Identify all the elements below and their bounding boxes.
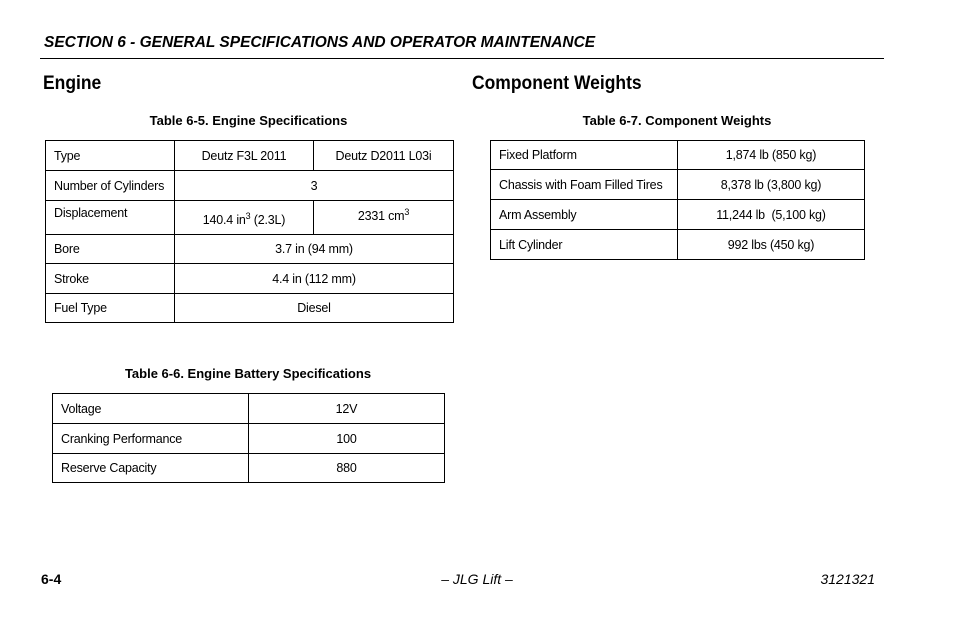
header-rule (40, 58, 884, 59)
cell-value: 3 (175, 171, 454, 201)
component-weights-heading: Component Weights (472, 73, 642, 94)
engine-spec-table (45, 140, 454, 323)
displacement-in: 140.4 in (202, 213, 246, 228)
row-label: Voltage (53, 394, 249, 424)
table-row (53, 394, 445, 424)
superscript: 3 (245, 211, 251, 222)
table-row (46, 201, 454, 235)
cell-value: 11,244 lb (5,100 kg) (678, 200, 865, 230)
table-row (46, 264, 454, 294)
row-label: Fuel Type (46, 294, 175, 323)
section-title: SECTION 6 - GENERAL SPECIFICATIONS AND OPERATOR MAINTENANCE (44, 34, 596, 51)
engine-heading: Engine (43, 73, 102, 94)
displacement-l: (2.3L) (250, 213, 286, 228)
displacement-cm: 2331 cm (357, 209, 405, 224)
row-label: Number of Cylinders (46, 171, 175, 201)
component-weights-table (490, 140, 865, 260)
battery-table (52, 393, 445, 483)
row-label: Chassis with Foam Filled Tires (491, 170, 678, 200)
row-label: Arm Assembly (491, 200, 678, 230)
cell-value: 1,874 lb (850 kg) (678, 141, 865, 170)
row-label: Stroke (46, 264, 175, 294)
row-label: Fixed Platform (491, 141, 678, 170)
table-row (53, 454, 445, 483)
row-label: Type (46, 141, 175, 171)
table-row (491, 200, 865, 230)
footer-center: – JLG Lift – (441, 571, 513, 587)
cell-value: 880 (249, 454, 445, 483)
table-row (46, 235, 454, 264)
cell-value: Deutz D2011 L03i (314, 141, 454, 171)
cell-value: Deutz F3L 2011 (175, 141, 314, 171)
superscript: 3 (404, 207, 410, 218)
table-row (46, 171, 454, 201)
cell-value: 3.7 in (94 mm) (175, 235, 454, 264)
row-label: Cranking Performance (53, 424, 249, 454)
cell-value (314, 201, 454, 235)
table-row (491, 230, 865, 260)
row-label: Lift Cylinder (491, 230, 678, 260)
cell-value (175, 201, 314, 235)
row-label: Displacement (46, 201, 175, 235)
cell-value: 4.4 in (112 mm) (175, 264, 454, 294)
row-label: Bore (46, 235, 175, 264)
row-label: Reserve Capacity (53, 454, 249, 483)
cell-value: 992 lbs (450 kg) (678, 230, 865, 260)
cell-value: 12V (249, 394, 445, 424)
component-weights-caption: Table 6-7. Component Weights (582, 113, 772, 128)
table-row (46, 294, 454, 323)
battery-caption: Table 6-6. Engine Battery Specifications (124, 366, 372, 381)
table-row (491, 170, 865, 200)
table-row (53, 424, 445, 454)
page-number: 6-4 (41, 571, 62, 587)
table-row (491, 141, 865, 170)
engine-spec-caption: Table 6-5. Engine Specifications (149, 113, 348, 128)
table-row (46, 141, 454, 171)
cell-value: 100 (249, 424, 445, 454)
document-number: 3121321 (820, 571, 875, 587)
cell-value: Diesel (175, 294, 454, 323)
cell-value: 8,378 lb (3,800 kg) (678, 170, 865, 200)
